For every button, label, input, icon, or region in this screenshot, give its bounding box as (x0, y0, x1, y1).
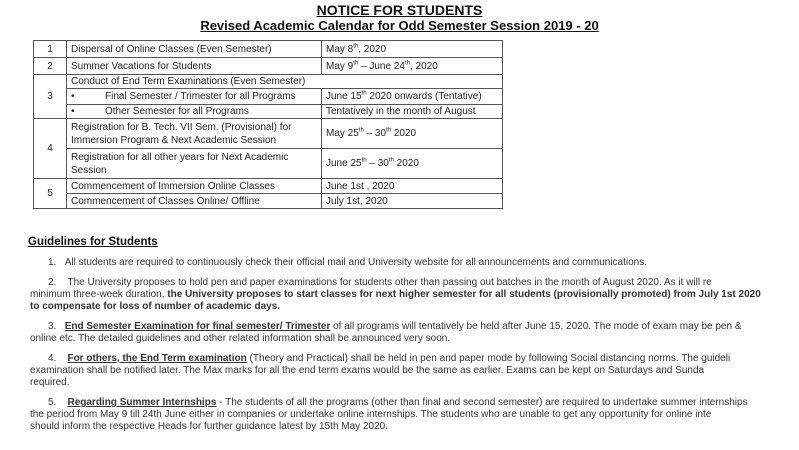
bullet-icon: • (71, 106, 75, 117)
row-number: 5 (34, 179, 67, 209)
guideline-item-5: 5. Regarding Summer Internships - The students of all the programs (other than final and second semester) are required to undertake summer internships the period from May 9 till 24th June either in companies or undertake online internships. The students who are unable to get any opportunity for online inte should inform the respective Heads for further guidance latest by 15th May 2020. (30, 397, 748, 432)
event-description: Dispersal of Online Classes (Even Semester) (67, 41, 322, 58)
event-date: May 9th – June 24th, 2020 (322, 58, 503, 75)
event-description: • Final Semester / Trimester for all Programs (67, 89, 322, 105)
row-number: 3 (34, 75, 67, 119)
event-description: • Other Semester for all Programs (67, 105, 322, 119)
calendar-subtitle: Revised Academic Calendar for Odd Semester Session 2019 - 20 (200, 18, 599, 33)
event-description: Commencement of Immersion Online Classes (67, 179, 322, 194)
event-description: Summer Vacations for Students (67, 58, 322, 75)
table-row (34, 75, 503, 89)
table-row (34, 194, 503, 209)
academic-calendar-table (33, 40, 503, 209)
bullet-icon: • (71, 91, 75, 102)
event-date: Tentatively in the month of August (322, 105, 503, 119)
guideline-item-3: 3. End Semester Examination for final semester/ Trimester of all programs will tentatively be held after June 15, 2020. The mode of exam may be pen & online etc. The detailed guidelines and other related information shall be announced very soon. (30, 321, 742, 344)
event-date: May 8th, 2020 (322, 41, 503, 58)
guideline-item-4: 4. For others, the End Term examination (Theory and Practical) shall be held in pen and paper mode by following Social distancing norms. The guideli examination shall be notified later. The Max marks for all the end term exams would be the same as earlier. Exams can be kept on Saturdays and Sunda required. (30, 353, 731, 388)
event-date: June 15th 2020 onwards (Tentative) (322, 89, 503, 105)
table-row (34, 58, 503, 75)
event-description: Conduct of End Term Examinations (Even Semester) (67, 75, 503, 89)
row-number: 2 (34, 58, 67, 75)
table-row (34, 179, 503, 194)
table-row (34, 119, 503, 149)
table-row (34, 105, 503, 119)
notice-title: NOTICE FOR STUDENTS (316, 2, 483, 18)
row-number: 1 (34, 41, 67, 58)
guideline-item-1: 1. All students are required to continuously check their official mail and University website for all announcements and communications. (48, 257, 648, 268)
row-number: 4 (34, 119, 67, 179)
event-date: May 25th – 30th 2020 (322, 119, 503, 149)
guidelines-heading: Guidelines for Students (28, 236, 158, 248)
table-row (34, 41, 503, 58)
table-row (34, 149, 503, 179)
event-date: June 1st , 2020 (322, 179, 503, 194)
event-description: Commencement of Classes Online/ Offline (67, 194, 322, 209)
table-row (34, 89, 503, 105)
event-date: June 25th – 30th 2020 (322, 149, 503, 179)
event-date: July 1st, 2020 (322, 194, 503, 209)
event-description: Registration for B. Tech. VII Sem. (Provisional) for Immersion Program & Next Academic Session (67, 119, 322, 149)
event-description: Registration for all other years for Next Academic Session (67, 149, 322, 179)
guideline-item-2: 2. The University proposes to hold pen and paper examinations for students other than passing out batches in the month of August 2020. As it will re minimum three-week duration, the University proposes to start classes for next higher semester for all students (provisionally promoted) from July 1st 2020 to compensate for loss of number of academic days. (30, 277, 761, 312)
